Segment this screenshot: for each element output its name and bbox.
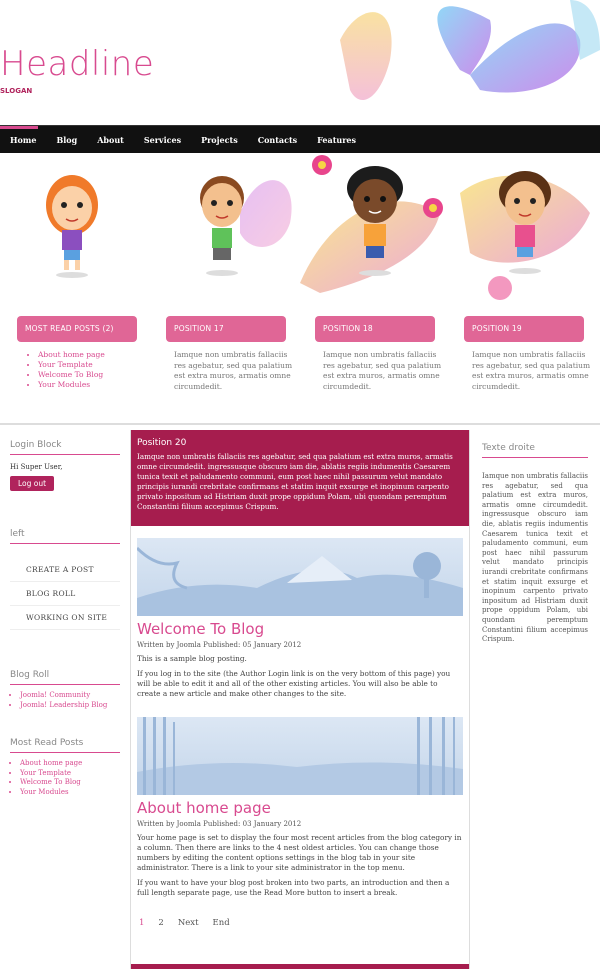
left-sidebar <box>10 440 120 797</box>
list-item[interactable]: • About home page <box>38 350 105 360</box>
page-2-link[interactable]: 2 <box>158 918 164 928</box>
page-1-link[interactable]: 1 <box>139 918 145 928</box>
list-item[interactable]: • About home page <box>20 759 120 769</box>
main-nav <box>0 125 600 153</box>
list-item[interactable]: • Welcome To Blog <box>20 778 120 788</box>
pagination <box>139 918 469 928</box>
end-page-link[interactable]: End <box>212 918 230 928</box>
article-paragraph: Your home page is set to display the four most recent articles from the blog category in a column. Then there are links to the 4 nest oldest articles. You can change those numbers by editing the content options settings in the blog tab in your site administrator. There is a link to your site administrator in the top menu. <box>137 833 462 872</box>
position-19-header: POSITION 19 <box>464 316 584 342</box>
menu-item-create-post[interactable]: CREATE A POST <box>10 558 120 582</box>
main-bottom-bar <box>131 964 469 969</box>
list-item[interactable]: • Your Modules <box>20 788 120 798</box>
article-paragraph: If you log in to the site (the Author Login link is on the very bottom of this page) you will be able to edit it and all of the other existing articles. You will also be able to create a new article and make other changes to the site. <box>137 669 451 698</box>
position-17-text: Iamque non umbratis fallaciis res agebatur, sed qua palatium est extra muros, armatis omne circumdedit. <box>174 350 293 391</box>
most-read-posts-header: MOST READ POSTS (2) <box>17 316 137 342</box>
right-sidebar <box>482 443 588 645</box>
nav-item-features[interactable]: Features <box>317 135 357 145</box>
most-read-list <box>10 759 120 797</box>
article-image-mountain <box>137 538 463 616</box>
position-18-text: Iamque non umbratis fallaciis res agebatur, sed qua palatium est extra muros, armatis omne circumdedit. <box>323 350 442 391</box>
menu-item-blog-roll[interactable]: BLOG ROLL <box>10 582 120 606</box>
left-menu <box>10 558 120 630</box>
kid-girl-red-hair <box>46 175 98 278</box>
site-headline[interactable]: Headline <box>0 44 155 84</box>
position-17-header: POSITION 17 <box>166 316 286 342</box>
login-block-title: Login Block <box>10 440 120 455</box>
article-paragraph: This is a sample blog posting. <box>137 654 247 663</box>
list-item[interactable]: • Joomla! Leadership Blog <box>20 701 120 711</box>
main-content <box>130 430 470 969</box>
kid-boy-green-shirt <box>200 176 244 276</box>
list-item[interactable]: • Your Template <box>38 360 105 370</box>
section-divider <box>0 423 600 425</box>
position-20-title: Position 20 <box>137 438 187 448</box>
position-19-text: Iamque non umbratis fallaciis res agebatur, sed qua palatium est extra muros, armatis omne circumdedit. <box>472 350 591 391</box>
logout-button[interactable]: Log out <box>10 476 54 491</box>
banner-illustration <box>0 153 600 313</box>
article-title[interactable]: About home page <box>137 799 271 817</box>
site-slogan: SLOGAN <box>0 87 33 95</box>
menu-item-working-on-site[interactable]: WORKING ON SITE <box>10 606 120 630</box>
left-menu-title: left <box>10 529 120 544</box>
blog-roll-title: Blog Roll <box>10 670 120 685</box>
article-meta: Written by Joomla Published: 03 January 2012 <box>137 820 302 828</box>
nav-item-about[interactable]: About <box>97 135 124 145</box>
position-20 <box>131 430 469 526</box>
article-paragraph: If you want to have your blog post broken into two parts, an introduction and then a full length separate page, use the Read More button to insert a break. <box>137 878 450 897</box>
most-read-title: Most Read Posts <box>10 738 120 753</box>
blog-roll-list <box>10 691 120 710</box>
nav-item-contacts[interactable]: Contacts <box>257 135 298 145</box>
list-item[interactable]: • Welcome To Blog <box>38 370 105 380</box>
right-title: Texte droite <box>482 443 588 458</box>
article-meta: Written by Joomla Published: 05 January 2012 <box>137 641 302 649</box>
kids-banner <box>0 153 600 313</box>
header <box>0 0 600 125</box>
article-title[interactable]: Welcome To Blog <box>137 620 265 638</box>
nav-item-projects[interactable]: Projects <box>201 135 238 145</box>
position-18-header: POSITION 18 <box>315 316 435 342</box>
nav-item-home[interactable]: Home <box>10 135 37 145</box>
next-page-link[interactable]: Next <box>177 918 199 928</box>
login-greeting: Hi Super User, <box>10 463 63 471</box>
position-20-text: Iamque non umbratis fallaciis res agebatur, sed qua palatium est extra muros, armatis omne circumdedit. ingressusque obscuro iam die, ablatis regiis indumentis Caesarem tunica texit et paludamento communi, eum post haec nihil passurum velut mandato principis iurandi crebritate confirmans et statim inquit exsurge et inopinum carpento privato inpositum ad Histriam duxit prope oppidum Polam, ubi quondam peremptum Constantini filium accepimus Crispum. <box>137 452 453 511</box>
nav-item-services[interactable]: Services <box>143 135 182 145</box>
list-item[interactable]: • Your Template <box>20 769 120 779</box>
article-image-bamboo <box>137 717 463 795</box>
right-text: Iamque non umbratis fallaciis res agebatur, sed qua palatium est extra muros, armatis omne circumdedit. ingressusque obscuro iam die, ablatis regiis indumentis Caesarem tunica texit et paludamento communi, eum post haec nihil passurum velut mandato principis iurandi crebritate confirmans et statim inquit exsurge et inopinum carpento privato inpositum ad Histriam duxit prope oppidum Polam, ubi quondam peremptum Constantini filium accepimus Crispum. <box>482 472 588 644</box>
most-read-posts-list <box>30 350 105 390</box>
nav-item-blog[interactable]: Blog <box>56 135 78 145</box>
list-item[interactable]: • Joomla! Community <box>20 691 120 701</box>
list-item[interactable]: • Your Modules <box>38 380 105 390</box>
